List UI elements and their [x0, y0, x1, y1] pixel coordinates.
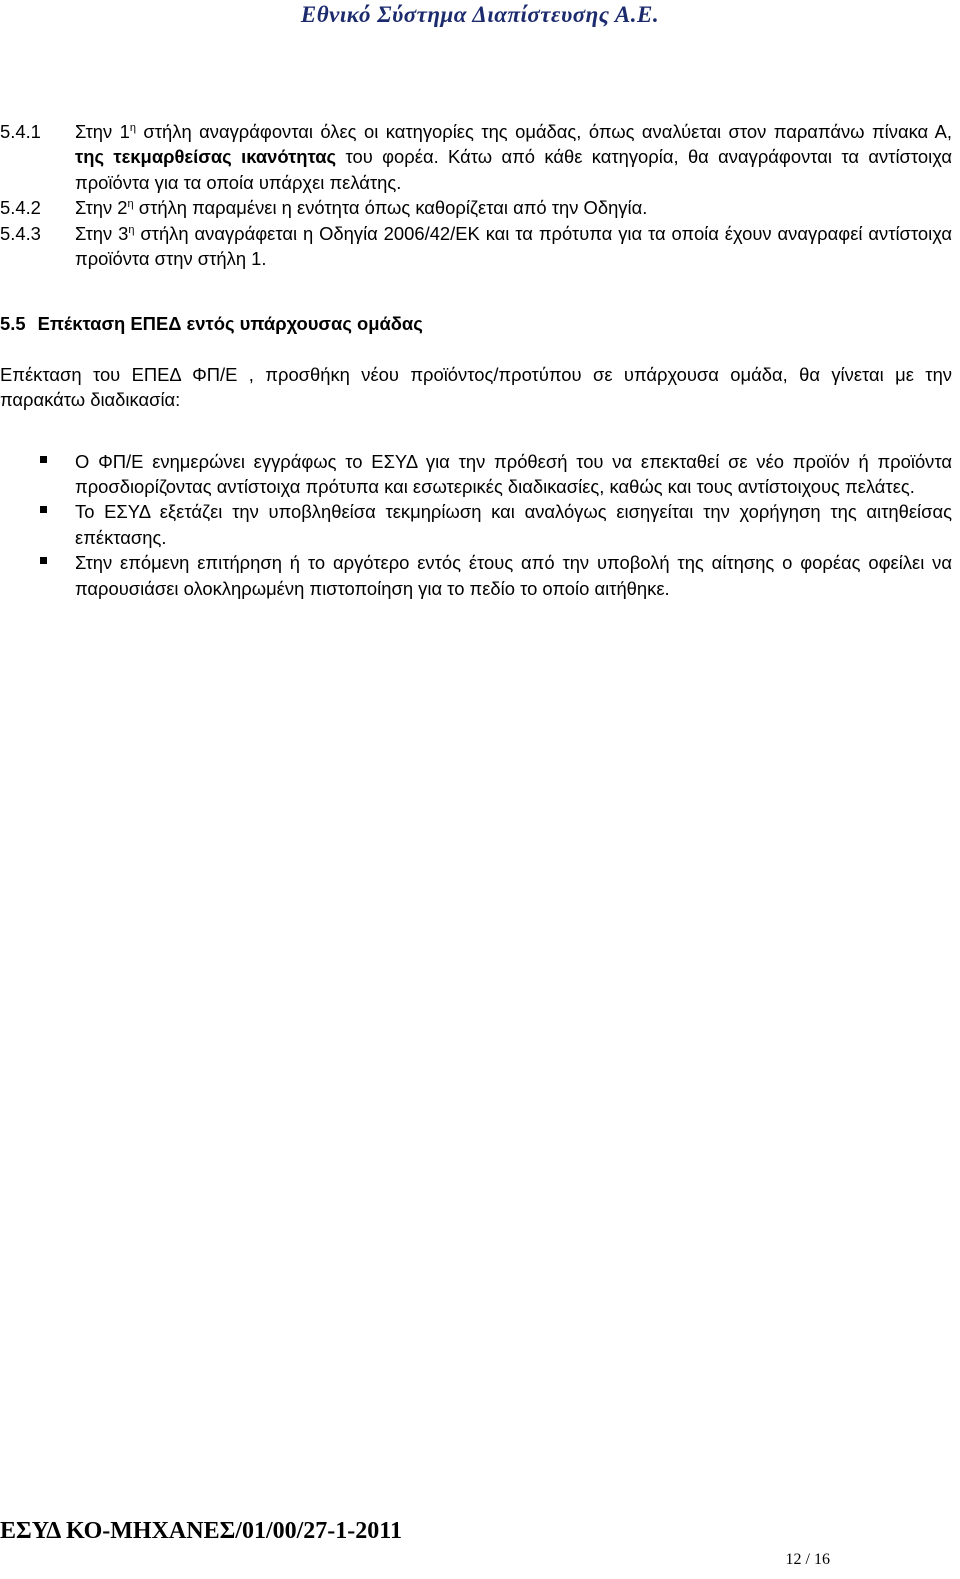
- paragraph-5-4-1: [0, 119, 952, 195]
- ordinal-superscript: η: [127, 198, 134, 211]
- paragraph-5-4-3: [0, 221, 953, 272]
- paragraph-bold-text: της τεκμαρθείσας ικανότητας: [75, 146, 337, 168]
- section-heading: [0, 311, 952, 336]
- section-number: 5.5: [0, 313, 26, 335]
- page-number: 12 / 16: [785, 1551, 830, 1568]
- square-bullet-icon: [40, 456, 47, 463]
- list-item-text: Το ΕΣΥΔ εξετάζει την υποβληθείσα τεκμηρίωση και αναλόγως εισηγείται την χορήγηση της αιτηθείσας επέκτασης.: [75, 501, 952, 548]
- document-body: [0, 119, 953, 601]
- paragraph-text-end: στήλη αναγράφεται η Οδηγία 2006/42/ΕΚ και τα πρότυπα για τα οποία έχουν αναγραφεί αντίστοιχα προϊόντα στην στήλη 1.: [75, 222, 953, 270]
- page-header-title: Εθνικό Σύστημα Διαπίστευσης Α.Ε.: [300, 2, 660, 27]
- paragraph-text-start: Στην 3: [75, 222, 129, 244]
- paragraph-text-middle: στήλη αναγράφονται όλες οι κατηγορίες της ομάδας, όπως αναλύεται στον παραπάνω πίνακα Α,: [135, 121, 952, 142]
- paragraph-number: 5.4.3: [0, 222, 41, 244]
- section-intro: Επέκταση του ΕΠΕΔ ΦΠ/Ε , προσθήκη νέου προϊόντος/προτύπου σε υπάρχουσα ομάδα, θα γίνεται με την παρακάτω διαδικασία:: [0, 363, 952, 411]
- bullet-list: [0, 449, 952, 601]
- ordinal-superscript: η: [129, 122, 136, 134]
- ordinal-superscript: η: [128, 223, 135, 236]
- paragraph-text-start: Στην 1: [75, 121, 130, 142]
- paragraph-text-end: στήλη παραμένει η ενότητα όπως καθορίζεται από την Οδηγία.: [133, 197, 648, 219]
- list-item-text: Στην επόμενη επιτήρηση ή το αργότερο εντός έτους από την υποβολή της αίτησης ο φορέας οφείλει να παρουσιάσει ολοκληρωμένη πιστοποίηση για το πεδίο το οποίο αιτήθηκε.: [75, 552, 952, 599]
- paragraph-text-end: του φορέα. Κάτω από κάθε κατηγορία, θα αναγράφονται τα αντίστοιχα προϊόντα για τα οποία υπάρχει πελάτης.: [75, 146, 952, 193]
- footer-document-code: ΕΣΥΔ ΚΟ-ΜΗΧΑΝΕΣ/01/00/27-1-2011: [0, 1518, 402, 1544]
- paragraph-number: 5.4.1: [0, 121, 41, 142]
- list-item: [0, 449, 952, 500]
- paragraph-text-start: Στην 2: [75, 197, 128, 219]
- square-bullet-icon: [40, 506, 47, 513]
- list-item-text: Ο ΦΠ/Ε ενημερώνει εγγράφως το ΕΣΥΔ για την πρόθεσή του να επεκταθεί σε νέο προϊόν ή προϊόντα προσδιορίζοντας αντίστοιχα πρότυπα και εσωτερικές διαδικασίες, καθώς και τους αντίστοιχους πελάτες.: [75, 450, 952, 498]
- square-bullet-icon: [40, 557, 47, 564]
- paragraph-number: 5.4.2: [0, 197, 41, 219]
- paragraph-5-4-2: [0, 195, 952, 220]
- section-title: Επέκταση ΕΠΕΔ εντός υπάρχουσας ομάδας: [37, 313, 423, 335]
- list-item: [0, 499, 952, 550]
- list-item: [0, 550, 952, 601]
